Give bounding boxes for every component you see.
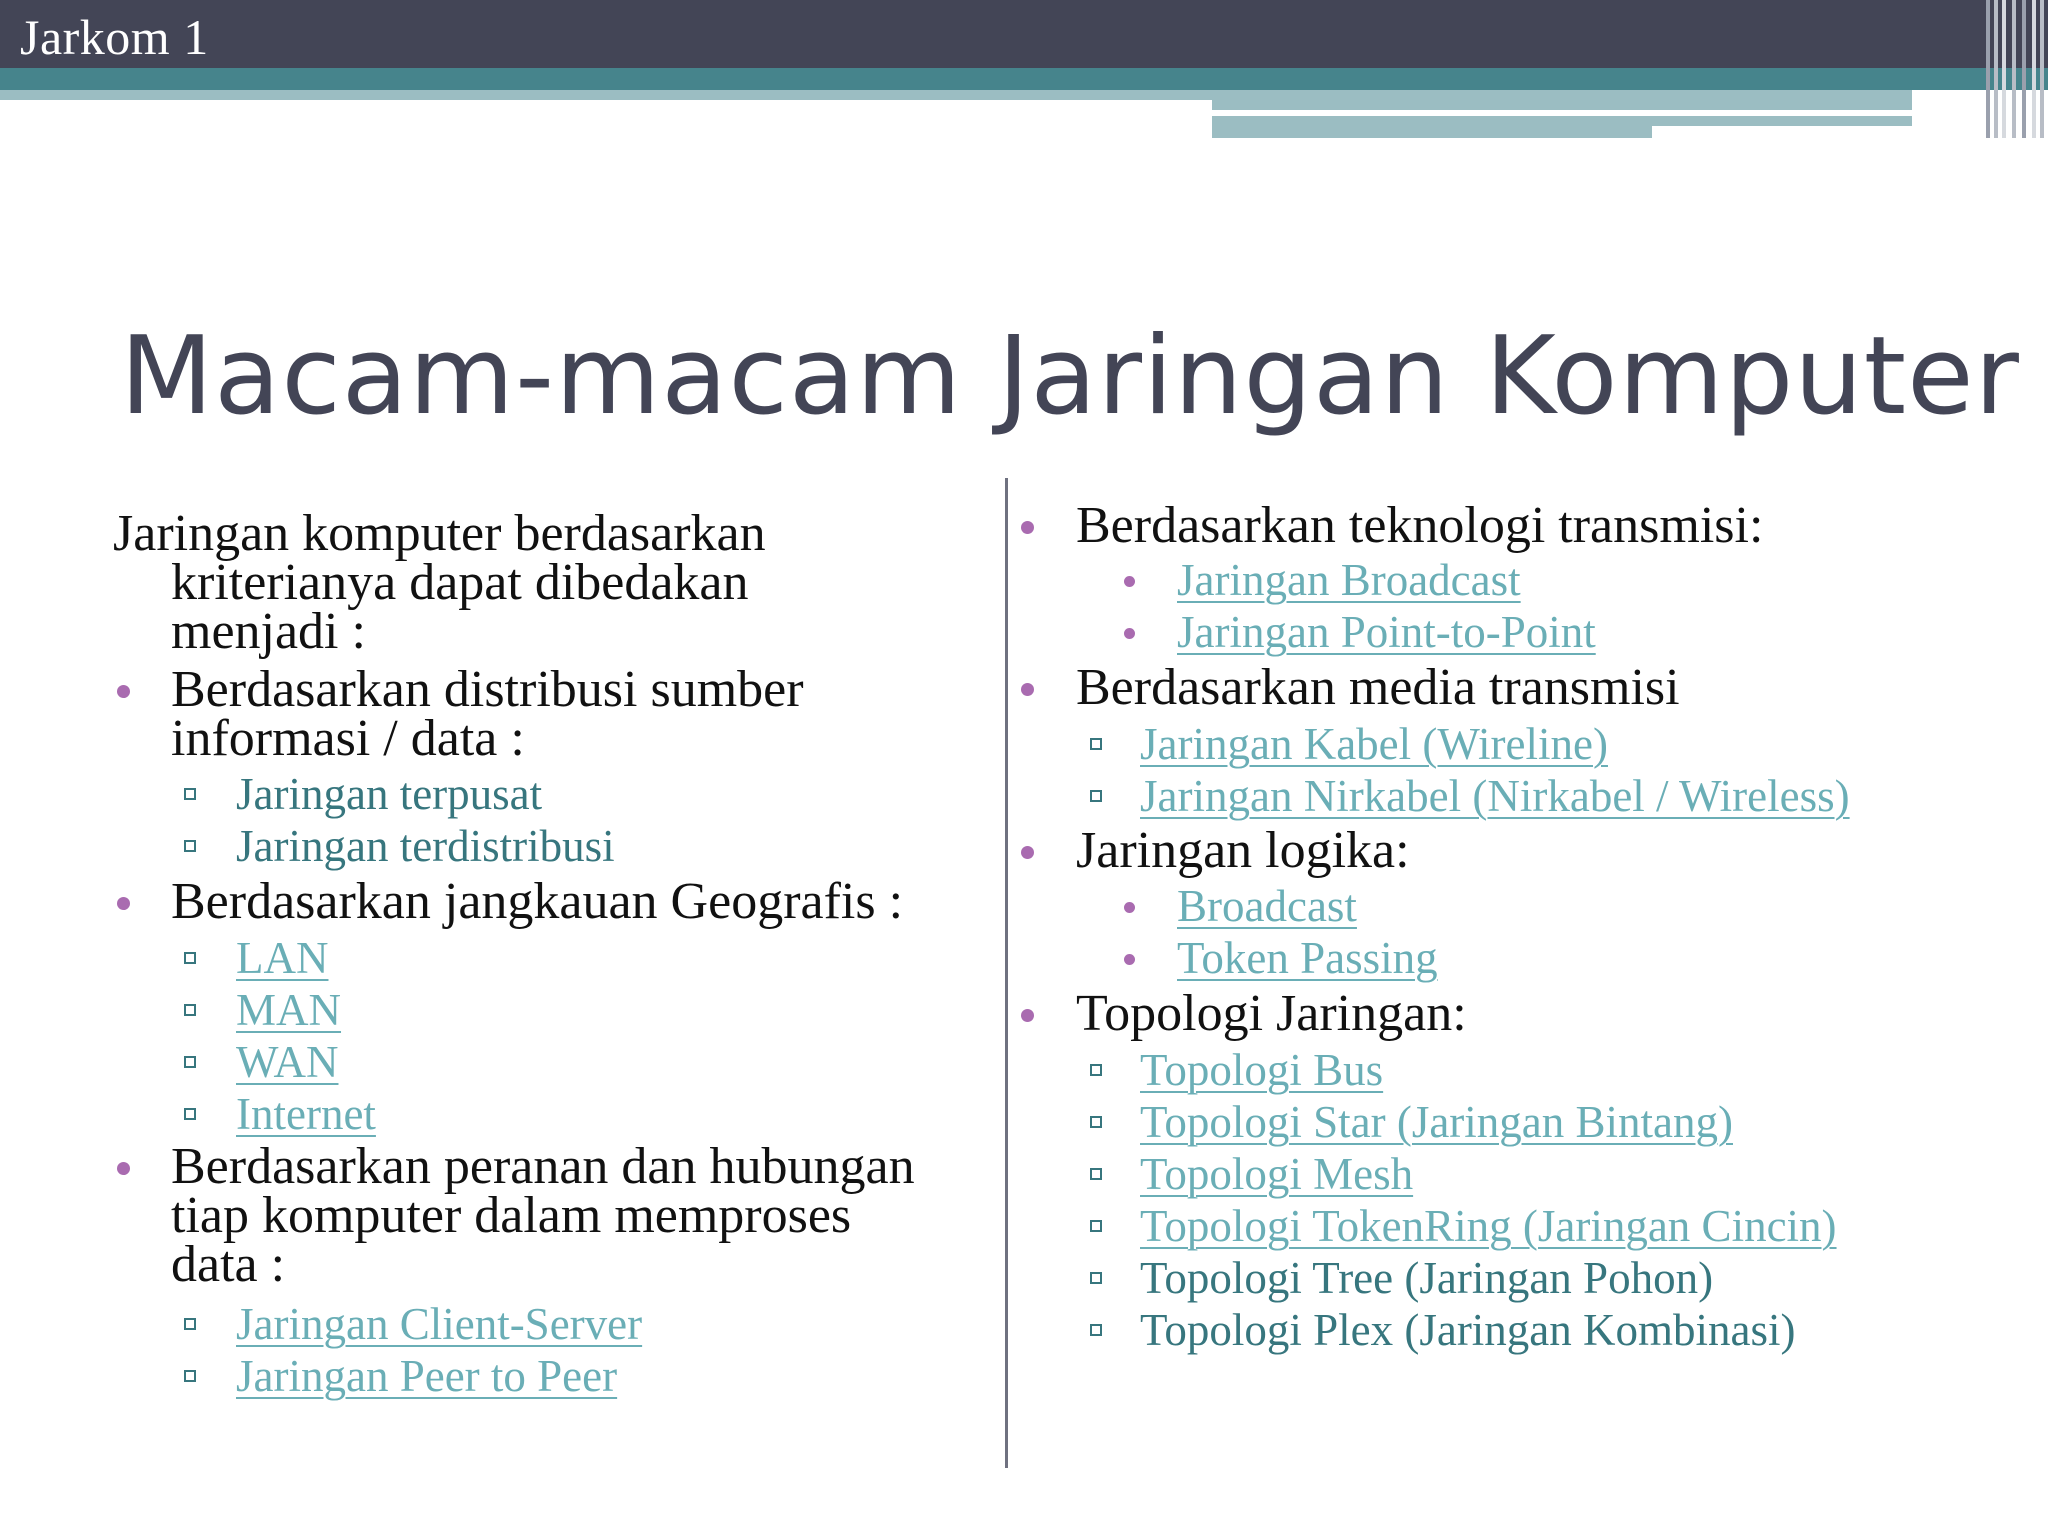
link-wan[interactable]: WAN <box>236 1037 339 1087</box>
link-topologi-mesh[interactable]: Topologi Mesh <box>1140 1149 1414 1199</box>
link-topologi-tokenring[interactable]: Topologi TokenRing (Jaringan Cincin) <box>1140 1201 1837 1251</box>
bullet-square <box>1090 1272 1102 1284</box>
link-peer-to-peer[interactable]: Jaringan Peer to Peer <box>236 1351 618 1401</box>
bullet-dot <box>1021 521 1034 534</box>
bullet-square <box>184 1370 196 1382</box>
intro-line: menjadi : <box>171 603 366 660</box>
header-divider-line <box>1212 110 1898 115</box>
column-divider <box>1005 478 1008 1468</box>
link-jaringan-point-to-point[interactable]: Jaringan Point-to-Point <box>1177 607 1596 657</box>
header-label: Jarkom 1 <box>20 9 209 65</box>
category-label: Berdasarkan teknologi transmisi: <box>1076 497 1764 554</box>
bullet-dot <box>1021 846 1034 859</box>
link-topologi-star[interactable]: Topologi Star (Jaringan Bintang) <box>1140 1097 1733 1147</box>
category-label: Berdasarkan media transmisi <box>1076 659 1680 716</box>
bullet-dot <box>117 1162 130 1175</box>
link-lan[interactable]: LAN <box>236 933 329 983</box>
bullet-square <box>184 840 196 852</box>
header-edge-stripe <box>2002 0 2006 138</box>
category-label: Berdasarkan distribusi sumber <box>171 661 804 718</box>
bullet-dot <box>1021 683 1034 696</box>
slide-title: Macam-macam Jaringan Komputer <box>120 314 2020 439</box>
bullet-square <box>1090 738 1102 750</box>
header-edge-stripe <box>2032 0 2036 138</box>
link-client-server[interactable]: Jaringan Client-Server <box>236 1299 643 1349</box>
list-item: Topologi Plex (Jaringan Kombinasi) <box>1140 1305 1796 1355</box>
link-internet[interactable]: Internet <box>236 1089 376 1139</box>
bullet-dot <box>1021 1009 1034 1022</box>
category-label: Berdasarkan peranan dan hubungan <box>171 1138 915 1195</box>
intro-line: kriterianya dapat dibedakan <box>171 554 749 611</box>
bullet-dot <box>117 897 130 910</box>
bullet-dot <box>1124 902 1135 913</box>
bullet-dot <box>1124 954 1135 965</box>
bullet-square <box>1090 1168 1102 1180</box>
category-label: data : <box>171 1236 286 1293</box>
bullet-square <box>184 952 196 964</box>
header-edge-stripe <box>1994 0 1998 138</box>
category-label: Topologi Jaringan: <box>1076 985 1467 1042</box>
bullet-square <box>184 1056 196 1068</box>
bullet-square <box>1090 1324 1102 1336</box>
header-edge-stripe <box>2012 0 2016 138</box>
intro-line: Jaringan komputer berdasarkan <box>113 505 766 562</box>
link-token-passing[interactable]: Token Passing <box>1177 933 1438 983</box>
list-item: Topologi Tree (Jaringan Pohon) <box>1140 1253 1714 1303</box>
link-jaringan-nirkabel[interactable]: Jaringan Nirkabel (Nirkabel / Wireless) <box>1140 771 1850 821</box>
category-label: Jaringan logika: <box>1076 822 1410 879</box>
list-item: Jaringan terpusat <box>236 769 543 819</box>
category-label: Berdasarkan jangkauan Geografis : <box>171 873 904 930</box>
link-jaringan-kabel[interactable]: Jaringan Kabel (Wireline) <box>1140 719 1608 769</box>
bullet-square <box>1090 1220 1102 1232</box>
link-jaringan-broadcast[interactable]: Jaringan Broadcast <box>1177 555 1521 605</box>
link-broadcast[interactable]: Broadcast <box>1177 881 1357 931</box>
bullet-square <box>184 788 196 800</box>
header-strip <box>1212 116 1652 138</box>
bullet-square <box>1090 1064 1102 1076</box>
bullet-square <box>184 1318 196 1330</box>
bullet-square <box>184 1004 196 1016</box>
link-topologi-bus[interactable]: Topologi Bus <box>1140 1045 1384 1095</box>
header-bar <box>0 0 2048 68</box>
bullet-square <box>184 1108 196 1120</box>
bullet-dot <box>117 685 130 698</box>
category-label: tiap komputer dalam memproses <box>171 1187 852 1244</box>
bullet-dot <box>1124 576 1135 587</box>
link-man[interactable]: MAN <box>236 985 342 1035</box>
header-edge-stripe <box>1986 0 1990 138</box>
bullet-square <box>1090 790 1102 802</box>
category-label: informasi / data : <box>171 710 525 767</box>
header-edge-stripe <box>2022 0 2026 138</box>
header-strip <box>0 90 1212 100</box>
bullet-dot <box>1124 628 1135 639</box>
header-edge-stripe <box>2040 0 2044 138</box>
bullet-square <box>1090 1116 1102 1128</box>
header-band <box>0 68 2048 90</box>
header-strip <box>1212 90 1912 110</box>
list-item: Jaringan terdistribusi <box>236 821 615 871</box>
